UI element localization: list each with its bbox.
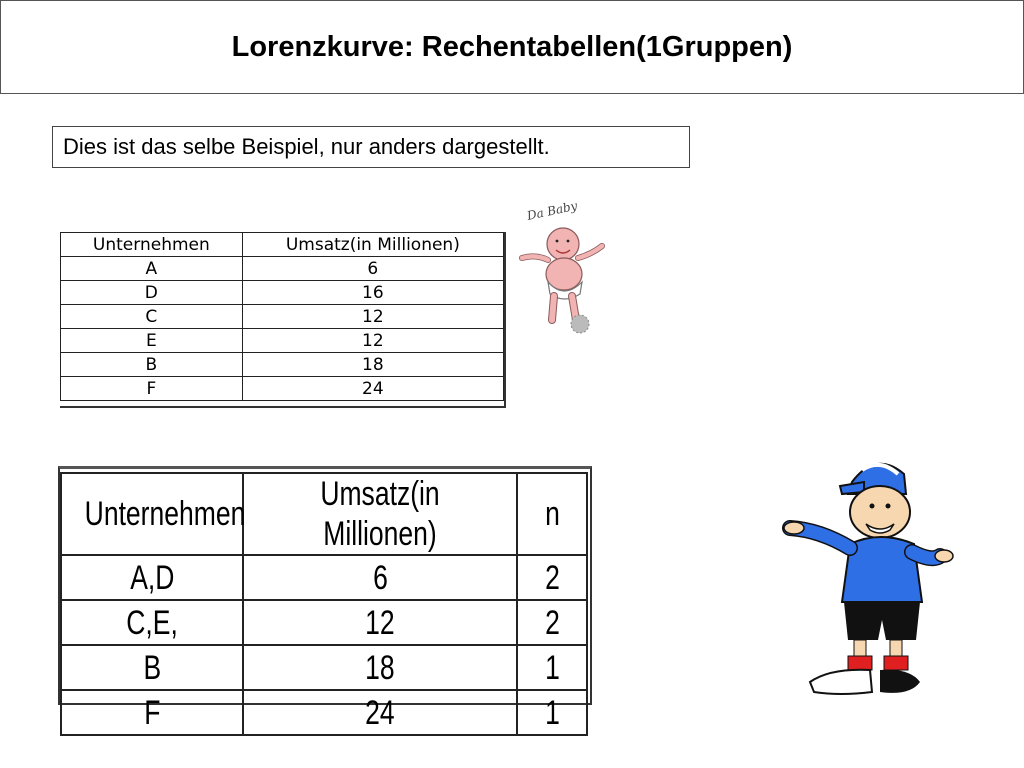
table-cell: B [61, 353, 243, 377]
boy-clipart [780, 452, 958, 714]
table-row [61, 281, 504, 305]
table-sorted-revenue [60, 232, 504, 401]
table-cell: 1 [517, 645, 587, 690]
baby-clipart [512, 196, 616, 342]
table-cell: 18 [243, 645, 517, 690]
table-row [61, 353, 504, 377]
table-cell: A [61, 257, 243, 281]
table-cell: 6 [242, 257, 503, 281]
table-cell: B [61, 645, 243, 690]
slide-title: Lorenzkurve: Rechentabellen(1Gruppen) [231, 30, 793, 63]
table-row [61, 305, 504, 329]
table-cell: A,D [61, 555, 243, 600]
table-header-cell: Unternehmen [61, 473, 243, 555]
table-row [61, 257, 504, 281]
table-cell: 12 [242, 305, 503, 329]
table-cell: 1 [517, 690, 587, 735]
table-cell: C,E, [61, 600, 243, 645]
table-cell: 12 [242, 329, 503, 353]
table-header-row [61, 473, 587, 555]
table-header-cell: Unternehmen [61, 233, 243, 257]
table-cell: D [61, 281, 243, 305]
slide-subtitle: Dies ist das selbe Beispiel, nur anders dargestellt. [63, 134, 550, 159]
table-cell: F [61, 377, 243, 401]
table-row [61, 377, 504, 401]
table-cell: 12 [243, 600, 517, 645]
table-row [61, 329, 504, 353]
table-cell: 24 [242, 377, 503, 401]
subtitle-box [52, 126, 690, 168]
table-cell: 6 [243, 555, 517, 600]
table-cell: 2 [517, 555, 587, 600]
table-row [61, 555, 587, 600]
table-cell: 18 [242, 353, 503, 377]
baby-label: Da Baby [525, 198, 579, 223]
table-cell: E [61, 329, 243, 353]
table-grouped-revenue [60, 472, 588, 736]
table-header-row [61, 233, 504, 257]
table-cell: 2 [517, 600, 587, 645]
table-cell: 16 [242, 281, 503, 305]
table-cell: 24 [243, 690, 517, 735]
table-row [61, 645, 587, 690]
table-cell: C [61, 305, 243, 329]
table-header-cell: Umsatz(in Millionen) [243, 473, 517, 555]
table-header-cell: n [517, 473, 587, 555]
table-row [61, 600, 587, 645]
table-header-cell: Umsatz(in Millionen) [242, 233, 503, 257]
table-cell: F [61, 690, 243, 735]
table-row [61, 690, 587, 735]
title-box [0, 0, 1024, 94]
